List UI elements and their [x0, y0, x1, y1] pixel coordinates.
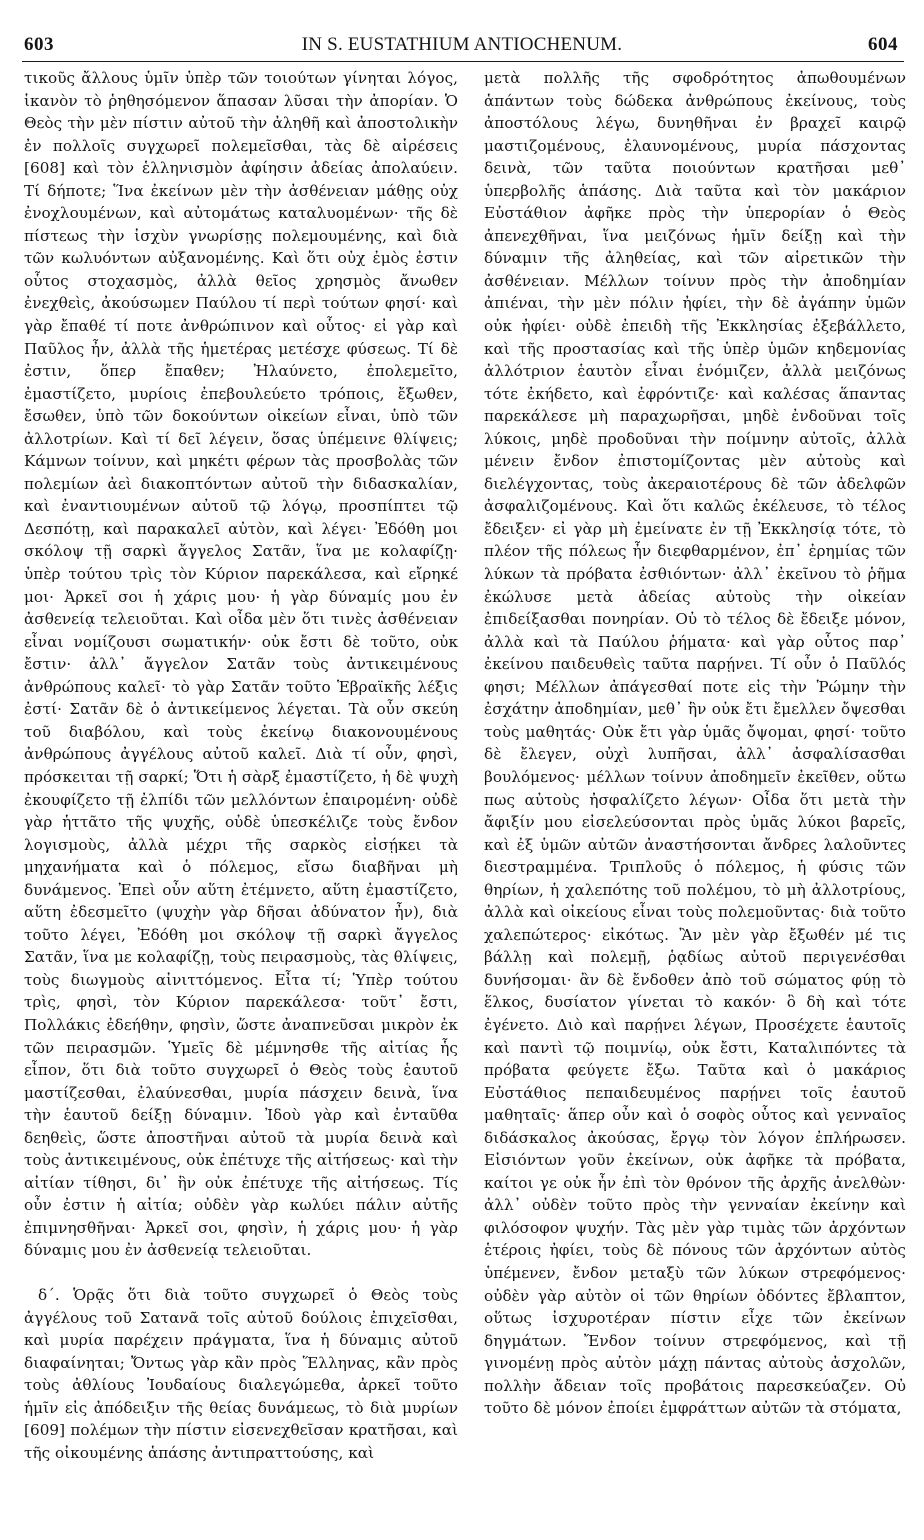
- left-paragraph-1: τικοῦς ἄλλους ὑμῖν ὑπὲρ τῶν τοιούτων γίνηται λόγος, ἱκανὸν τὸ ῥηθησόμενον ἅπασαν λῦσαι τὴν ἀπορίαν. Ὁ Θεὸς τὴν μὲν πίστιν αὐτοῦ τὴν ἀληθῆ καὶ ἀποστολικὴν ἐν πολλοῖς συγχωρεῖ πολεμεῖσθαι, τὰς δὲ αἱρέσεις [608] καὶ τὸν ἑλληνισμὸν ἀφίησιν ἀδείας ἀπολαύειν. Τί δήποτε; Ἵνα ἐκείνων μὲν τὴν ἀσθένειαν μάθῃς οὐχ ἐνοχλουμένων, καὶ αὐτομάτως καταλυομένων· τῆς δὲ πίστεως τὴν ἰσχὺν γνωρίσῃς πολεμουμένης, καὶ διὰ τῶν κωλυόντων αὐξανομένης. Καὶ ὅτι οὐχ ἐμὸς ἐστιν οὗτος στοχασμὸς, ἀλλὰ θεῖος χρησμὸς ἄνωθεν ἐνεχθεὶς, ἀκούσωμεν Παύλου τί περὶ τούτων φησί· καὶ γὰρ ἔπαθέ τί ποτε ἀνθρώπινον καὶ οὗτος· εἰ γὰρ καὶ Παῦλος ἦν, ἀλλὰ τῆς ἡμετέρας μετέσχε φύσεως. Τί δὲ ἐστιν, ὅπερ ἔπαθεν; Ἠλαύνετο, ἐπολεμεῖτο, ἐμαστίζετο, μυρίοις ἐπεβουλεύετο τρόποις, ἔξωθεν, ἔσωθεν, ὑπὸ τῶν δοκούντων οἰκείων εἶναι, ὑπὸ τῶν ἀλλοτρίων. Καὶ τί δεῖ λέγειν, ὅσας ὑπέμεινε θλίψεις; Κάμνων τοίνυν, καὶ μηκέτι φέρων τὰς προσβολὰς τῶν πολεμίων ἀεὶ διακοπτόντων αὐτοῦ τὴν διδασκαλίαν, καὶ ἐναντιουμένων αὐτοῦ τῷ λόγῳ, προσπίπτει τῷ Δεσπότῃ, καὶ παρακαλεῖ αὐτὸν, καὶ λέγει· Ἐδόθη μοι σκόλοψ τῇ σαρκὶ ἄγγελος Σατᾶν, ἵνα με κολαφίζῃ· ὑπὲρ τούτου τρὶς τὸν Κύριον παρεκάλεσα, καὶ εἴρηκέ μοι· Ἀρκεῖ σοι ἡ χάρις μου· ἡ γὰρ δύναμίς μου ἐν ἀσθενείᾳ τελειοῦται. Καὶ οἶδα μὲν ὅτι τινὲς ἀσθένειαν εἶναι νομίζουσι σωματικήν· οὐκ ἔστι δὲ τοῦτο, οὐκ ἔστιν· ἀλλ᾽ ἄγγελον Σατᾶν τοὺς ἀντικειμένους ἀνθρώπους καλεῖ· τὸ γὰρ Σατᾶν τοῦτο Ἑβραϊκῆς λέξις ἐστί· Σατᾶν δὲ ὁ ἀντικείμενος λέγεται. Τὰ οὖν σκεύη τοῦ διαβόλου, καὶ τοὺς ἐκείνῳ διακονουμένους ἀνθρώπους ἀγγέλους αὐτοῦ καλεῖ. Διὰ τί οὖν, φησὶ, πρόσκειται τῇ σαρκί; Ὅτι ἡ σὰρξ ἐμαστίζετο, ἡ δὲ ψυχὴ ἐκουφίζετο τῇ ἐλπίδι τῶν μελλόντων ἐπαιρομένη· οὐδὲ γὰρ ἡττᾶτο τῆς ψυχῆς, οὐδὲ ὑπεσκέλιζε τοὺς ἔνδον λογισμοὺς, ἀλλὰ μέχρι τῆς σαρκὸς εἰσῄκει τὰ μηχανήματα καὶ ὁ πόλεμος, εἴσω διαβῆναι μὴ δυνάμενος. Ἐπεὶ οὖν αὕτη ἐτέμνετο, αὕτη ἐμαστίζετο, αὕτη ἐδεσμεῖτο (ψυχὴν γὰρ δῆσαι ἀδύνατον ἦν), διὰ τοῦτο λέγει, Ἐδόθη μοι σκόλοψ τῇ σαρκὶ ἄγγελος Σατᾶν, ἵνα με κολαφίζῃ, τοὺς πειρασμοὺς, τὰς θλίψεις, τοὺς διωγμοὺς αἰνιττόμενος. Εἶτα τί; Ὑπὲρ τούτου τρὶς, φησὶ, τὸν Κύριον παρεκάλεσα· τοῦτ᾽ ἔστι, Πολλάκις ἐδεήθην, φησὶν, ὥστε ἀναπνεῦσαι μικρὸν ἐκ τῶν πειρασμῶν. Ὑμεῖς δὲ μέμνησθε τῆς αἰτίας ἧς εἶπον, ὅτι διὰ τοῦτο συγχωρεῖ ὁ Θεὸς τοὺς ἑαυτοῦ μαστίζεσθαι, ἐλαύνεσθαι, μυρία πάσχειν δεινὰ, ἵνα τὴν ἑαυτοῦ δείξῃ δύναμιν. Ἰδοὺ γὰρ καὶ ἐνταῦθα δεηθεὶς, ὥστε ἀποστῆναι αὐτοῦ τὰ μυρία δεινὰ καὶ τοὺς ἀντικειμένους, οὐκ ἐπέτυχε τῆς αἰτήσεως· καὶ τὴν αἰτίαν τίθησι, δι᾽ ἣν οὐκ ἐπέτυχε τῆς αἰτήσεως. Τίς οὖν ἐστιν ἡ αἰτία; οὐδὲν γὰρ κωλύει πάλιν αὐτῆς ἐπιμνησθῆναι· Ἀρκεῖ σοι, φησὶν, ἡ χάρις μου· ἡ γὰρ δύναμις μου ἐν ἀσθενείᾳ τελειοῦται.: [24, 69, 458, 1260]
- left-paragraph-2: δ΄. Ὁρᾷς ὅτι διὰ τοῦτο συγχωρεῖ ὁ Θεὸς τοὺς ἀγγέλους τοῦ Σατανᾶ τοῖς αὐτοῦ δούλοις ἐπιχεῖσθαι, καὶ μυρία παρέχειν πράγματα, ἵνα ἡ δύναμις αὐτοῦ διαφαίνηται; Ὄντως γὰρ κἂν πρὸς Ἕλληνας, κἂν πρὸς τοὺς ἀθλίους Ἰουδαίους διαλεγώμεθα, ἀρκεῖ τοῦτο ἡμῖν εἰς ἀπόδειξιν τῆς θείας δυνάμεως, τὸ διὰ μυρίων [609] πολέμων τὴν πίστιν εἰσενεχθεῖσαν κρατῆσαι, καὶ τῆς οἰκουμένης ἁπάσης ἀντιπραττούσης, καὶ: [24, 1285, 458, 1462]
- page-number-right: 604: [868, 34, 898, 55]
- right-column: [484, 67, 906, 1420]
- running-title: IN S. EUSTATHIUM ANTIOCHENUM.: [301, 34, 623, 55]
- right-paragraph-1: μετὰ πολλῆς τῆς σφοδρότητος ἀπωθουμένων ἁπάντων τοὺς δώδεκα ἀνθρώπους ἐκείνους, τοὺς ἀποστόλους λέγω, δυνηθῆναι ἐν βραχεῖ καιρῷ μαστιζομένους, ἐλαυνομένους, μυρία πάσχοντας δεινὰ, τῶν ταῦτα ποιούντων κρατῆσαι μεθ᾽ ὑπερβολῆς ἁπάσης. Διὰ ταῦτα καὶ τὸν μακάριον Εὐστάθιον ἀφῆκε πρὸς τὴν ὑπερορίαν ὁ Θεὸς ἀπενεχθῆναι, ἵνα μειζόνως ἡμῖν δείξῃ καὶ τὴν δύναμιν τῆς ἀληθείας, καὶ τῶν αἱρετικῶν τὴν ἀσθένειαν. Μέλλων τοίνυν πρὸς τὴν ἀποδημίαν ἀπιέναι, τὴν μὲν πόλιν ἠφίει, τὴν δὲ ἀγάπην ὑμῶν οὐκ ἠφίει· οὐδὲ ἐπειδὴ τῆς Ἐκκλησίας ἐξεβάλλετο, καὶ τῆς προστασίας καὶ τῆς ὑπὲρ ὑμῶν κηδεμονίας ἀλλότριον ἑαυτὸν εἶναι ἐνόμιζεν, ἀλλὰ μειζόνως τότε ἐκήδετο, καὶ ἐφρόντιζε· καὶ καλέσας ἅπαντας παρεκάλεσε μὴ παραχωρῆσαι, μηδὲ ἐνδοῦναι τοῖς λύκοις, μηδὲ προδοῦναι τὴν ποίμνην αὐτοῖς, ἀλλὰ μένειν ἔνδον ἐπιστομίζοντας μὲν αὐτοὺς καὶ διελέγχοντας, τοὺς ἀκεραιοτέρους δὲ τῶν ἀδελφῶν ἀσφαλιζομένους. Καὶ ὅτι καλῶς ἐκέλευσε, τὸ τέλος ἔδειξεν· εἰ γὰρ μὴ ἐμείνατε ἐν τῇ Ἐκκλησίᾳ τότε, τὸ πλέον τῆς πόλεως ἦν διεφθαρμένον, ἐπ᾽ ἐρημίας τῶν λύκων τὰ πρόβατα ἐσθιόντων· ἀλλ᾽ ἐκεῖνου τὸ ῥῆμα ἐκώλυσε μετὰ ἀδείας αὐτοὺς τὴν οἰκείαν ἐπιδείξασθαι πονηρίαν. Οὐ τὸ τέλος δὲ ἔδειξε μόνον, ἀλλὰ καὶ τὰ Παύλου ῥήματα· καὶ γὰρ οὗτος παρ᾽ ἐκείνου παιδευθεὶς ταῦτα παρῄνει. Τί οὖν ὁ Παῦλός φησι; Μέλλων ἀπάγεσθαί ποτε εἰς τὴν Ῥώμην τὴν ἐσχάτην ἀποδημίαν, μεθ᾽ ἣν οὐκ ἔτι ἔμελλεν ὄψεσθαι τοὺς μαθητάς· Οὐκ ἔτι γὰρ ὑμᾶς ὄψομαι, φησί· τοῦτο δὲ ἔλεγεν, οὐχὶ λυπῆσαι, ἀλλ᾽ ἀσφαλίσασθαι βουλόμενος· μέλλων τοίνυν ἀποδημεῖν ἐκεῖθεν, οὕτω πως αὐτοὺς ἠσφαλίζετο λέγων· Οἶδα ὅτι μετὰ τὴν ἄφιξίν μου εἰσελεύσονται πρὸς ὑμᾶς λύκοι βαρεῖς, καὶ ἐξ ὑμῶν αὐτῶν ἀναστήσονται ἄνδρες λαλοῦντες διεστραμμένα. Τριπλοῦς ὁ πόλεμος, ἡ φύσις τῶν θηρίων, ἡ χαλεπότης τοῦ πολέμου, τὸ μὴ ἀλλοτρίους, ἀλλὰ καὶ οἰκείους εἶναι τοὺς πολεμοῦντας· διὰ τοῦτο χαλεπώτερος· εἰκότως. Ἂν μὲν γὰρ ἔξωθέν μέ τις βάλλῃ καὶ πολεμῇ, ῥᾳδίως αὐτοῦ περιγενέσθαι δυνήσομαι· ἂν δὲ ἔνδοθεν ἀπὸ τοῦ σώματος φύῃ τὸ ἕλκος, δυσίατον γίνεται τὸ κακόν· ὃ δὴ καὶ τότε ἐγένετο. Διὸ καὶ παρῄνει λέγων, Προσέχετε ἑαυτοῖς καὶ παντὶ τῷ ποιμνίῳ, οὐκ ἔστι, Καταλιπόντες τὰ πρόβατα φεύγετε ἔξω. Ταῦτα καὶ ὁ μακάριος Εὐστάθιος πεπαιδευμένος παρῄνει τοῖς ἑαυτοῦ μαθηταῖς· ἅπερ οὖν καὶ ὁ σοφὸς οὗτος καὶ γενναῖος διδάσκαλος ἀκούσας, ἔργῳ τὸν λόγον ἐπλήρωσεν. Εἰσιόντων γοῦν ἐκείνων, οὐκ ἀφῆκε τὰ πρόβατα, καίτοι γε οὐκ ἦν ἐπὶ τὸν θρόνον τῆς ἀρχῆς ἀνελθὼν· ἀλλ᾽ οὐδὲν τοῦτο πρὸς τὴν γενναίαν ἐκείνην καὶ φιλόσοφον ψυχήν. Τὰς μὲν γὰρ τιμὰς τῶν ἀρχόντων ἑτέροις ἠφίει, τοὺς δὲ πόνους τῶν ἀρχόντων αὐτὸς ὑπέμενεν, ἔνδον μεταξὺ τῶν λύκων στρεφόμενος· οὐδὲν γὰρ αὐτὸν οἱ τῶν θηρίων ὀδόντες ἔβλαπτον, οὕτως ἰσχυροτέραν πίστιν εἶχε τῶν ἐκείνων δηγμάτων. Ἔνδον τοίνυν στρεφόμενος, καὶ τῇ γινομένῃ πρὸς αὐτὸν μάχῃ πάντας αὐτοὺς ἀσχολῶν, πολλὴν ἄδειαν τοῖς προβάτοις παρεσκεύαζεν. Οὐ τοῦτο δὲ μόνον ἐποίει ἐμφράττων αὐτῶν τὰ στόματα,: [484, 69, 906, 1418]
- running-header: [22, 34, 902, 60]
- header-rule: [22, 61, 904, 62]
- left-column: [24, 67, 458, 1464]
- page-number-left: 603: [24, 34, 54, 55]
